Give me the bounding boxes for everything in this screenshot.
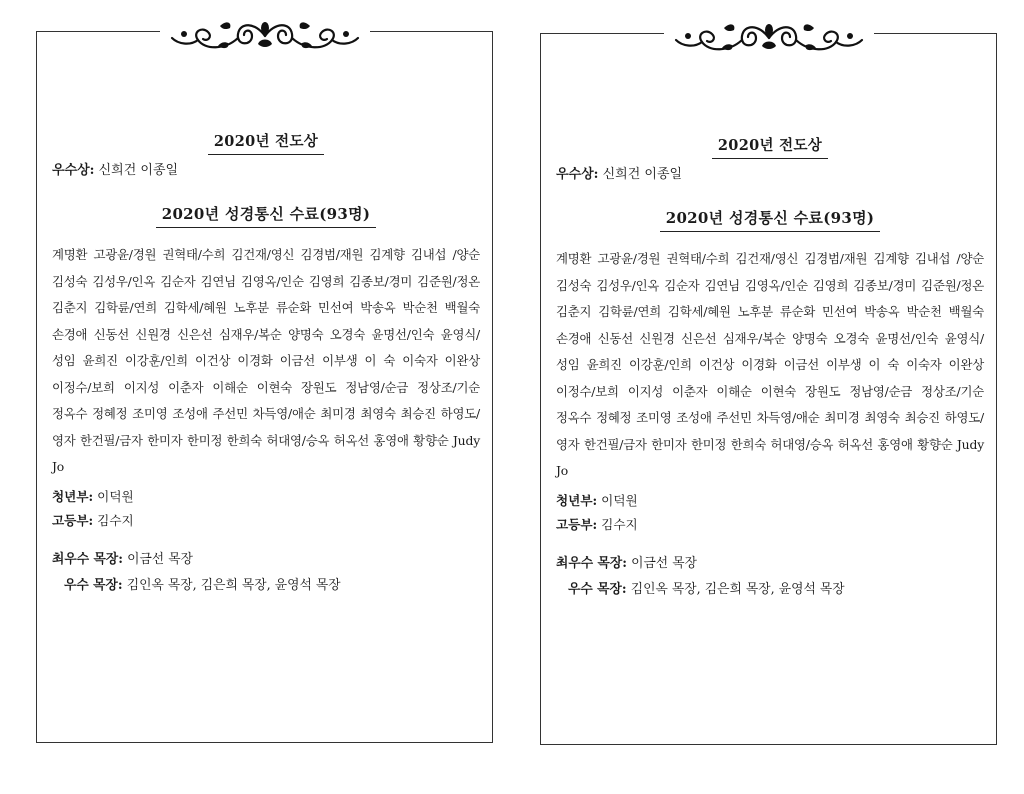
- flourish-ornament-icon: [664, 18, 874, 58]
- graduate-names: 계명환 고광윤/경원 권혁태/수희 김건재/영신 김경범/재원 김계향 김내섭 /양순 김성숙 김성우/인옥 김순자 김연님 김영옥/인순 김영희 김종보/경미 김준원/정온 김춘지 김학륜/연희 김학세/혜원 노후분 류순화 민선여 박송옥 박순천 백월숙 손경애 신동선 신원경 신은선 심재우/복순 양명숙 오경숙 윤명선/인숙 윤영식/성임 윤희진 이강훈/인희 이건상 이경화 이금선 이부생 이 숙 이숙자 이완상 이정수/보희 이지성 이춘자 이해순 이현숙 장원도 정남영/순금 정상조/기순 정옥수 정혜정 조미영 조성애 주선민 차득영/애순 최미경 최영숙 최승진 하영도/영자 한건필/금자 한미자 한미정 한희숙 허대영/승옥 허옥선 홍영애 황향순 Judy Jo: [556, 251, 984, 478]
- youth-name: 이덕원: [97, 488, 134, 504]
- group-awards: [556, 551, 984, 603]
- good-group-line: [556, 577, 984, 603]
- title-bible-course: 2020년 성경통신 수료(93명): [52, 203, 480, 228]
- graduate-names: 계명환 고광윤/경원 권혁태/수희 김건재/영신 김경범/재원 김계향 김내섭 /양순 김성숙 김성우/인옥 김순자 김연님 김영옥/인순 김영희 김종보/경미 김준원/정온 김춘지 김학륜/연희 김학세/혜원 노후분 류순화 민선여 박송옥 박순천 백월숙 손경애 신동선 신원경 신은선 심재우/복순 양명숙 오경숙 윤명선/인숙 윤영식/성임 윤희진 이강훈/인희 이건상 이경화 이금선 이부생 이 숙 이숙자 이완상 이정수/보희 이지성 이춘자 이해순 이현숙 장원도 정남영/순금 정상조/기순 정옥수 정혜정 조미영 조성애 주선민 차득영/애순 최미경 최영숙 최승진 하영도/영자 한건필/금자 한미자 한미정 한희숙 허대영/승옥 허옥선 홍영애 황향순 Judy Jo: [52, 247, 480, 474]
- page-content: [556, 134, 984, 603]
- group-awards: [52, 547, 480, 599]
- youth-label: 청년부:: [52, 488, 94, 504]
- highschool-name: 김수지: [97, 512, 134, 528]
- best-group-label: 최우수 목장:: [52, 551, 123, 567]
- highschool-line: [556, 513, 984, 537]
- youth-line: [556, 489, 984, 513]
- good-group-label: 우수 목장:: [64, 577, 123, 593]
- youth-name: 이덕원: [601, 492, 638, 508]
- best-group-value: 이금선 목장: [127, 551, 193, 567]
- excellence-names: 신희건 이종일: [602, 167, 683, 182]
- document-page-right: [540, 33, 997, 745]
- highschool-label: 고등부:: [52, 512, 94, 528]
- excellence-label: 우수상:: [556, 167, 599, 182]
- best-group-line: [52, 547, 480, 573]
- title-bible-course: 2020년 성경통신 수료(93명): [556, 207, 984, 232]
- excellence-award-line: [556, 165, 984, 185]
- department-awards: [52, 485, 480, 533]
- document-page-left: [36, 31, 493, 743]
- youth-line: [52, 485, 480, 509]
- department-awards: [556, 489, 984, 537]
- good-group-label: 우수 목장:: [568, 581, 627, 597]
- highschool-name: 김수지: [601, 516, 638, 532]
- best-group-label: 최우수 목장:: [556, 555, 627, 571]
- excellence-award-line: [52, 161, 480, 181]
- excellence-label: 우수상:: [52, 163, 95, 178]
- best-group-value: 이금선 목장: [631, 555, 697, 571]
- flourish-ornament-icon: [160, 16, 370, 56]
- good-group-value: 김인옥 목장, 김은희 목장, 윤영석 목장: [126, 577, 341, 593]
- best-group-line: [556, 551, 984, 577]
- good-group-line: [52, 573, 480, 599]
- highschool-line: [52, 509, 480, 533]
- youth-label: 청년부:: [556, 492, 598, 508]
- page-content: [52, 130, 480, 599]
- title-evangelism: 2020년 전도상: [52, 130, 480, 155]
- good-group-value: 김인옥 목장, 김은희 목장, 윤영석 목장: [630, 581, 845, 597]
- title-evangelism: 2020년 전도상: [556, 134, 984, 159]
- highschool-label: 고등부:: [556, 516, 598, 532]
- excellence-names: 신희건 이종일: [98, 163, 179, 178]
